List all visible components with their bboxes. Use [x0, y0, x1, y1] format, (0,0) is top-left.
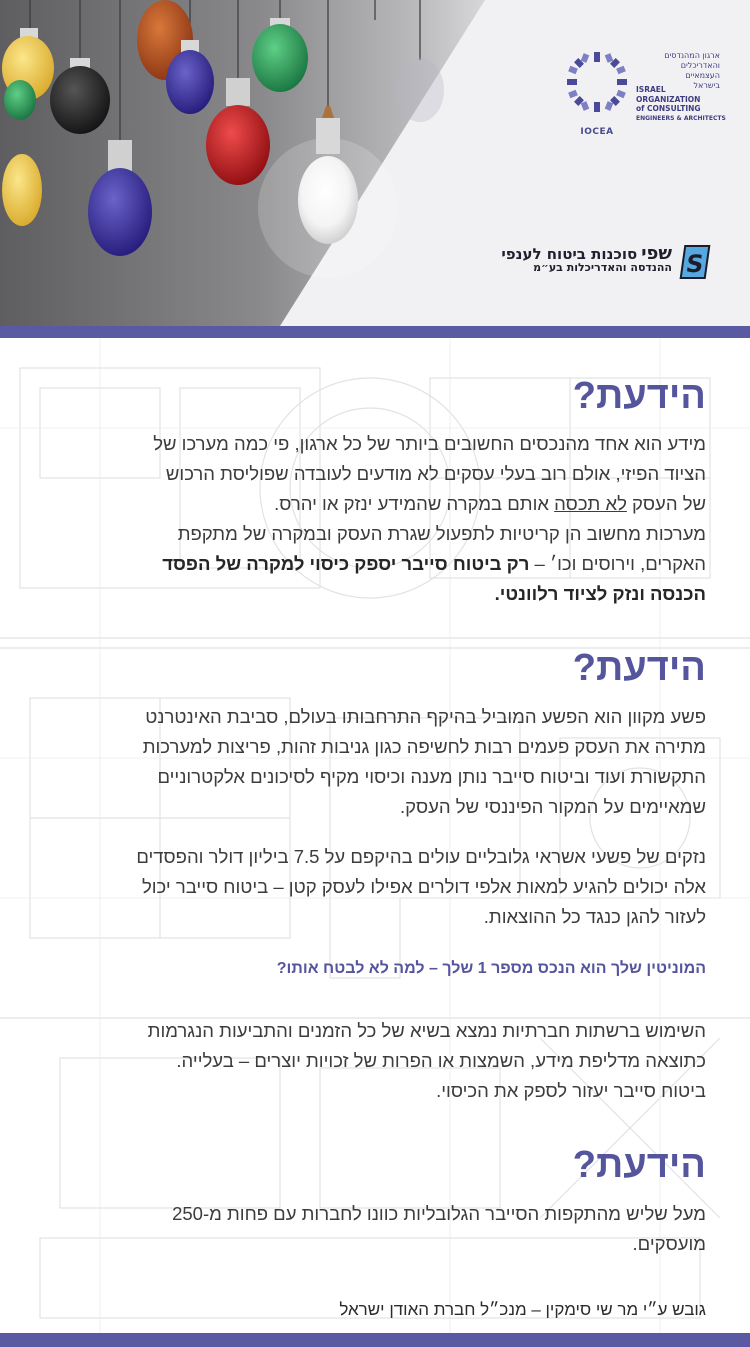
section-2-paragraph-3 [40, 1016, 706, 1106]
text-line: מידע הוא אחד מהנכסים החשובים ביותר של כל ארגון, פי כמה מערכו של [153, 433, 706, 454]
text-line: מעל שליש מהתקפות הסייבר הגלובליות כוונו לחברות עם פחות מ-250 [172, 1203, 706, 1224]
section-3-paragraph [40, 1199, 706, 1259]
text-fragment: האקרים, וירוסים וכו׳ – [529, 553, 706, 574]
green-bulb-left-icon [4, 80, 36, 120]
text-line: השימוש ברשתות חברתיות נמצא בשיא של כל הזמנים והתביעות הנגרמות [147, 1020, 706, 1041]
org-en-line: ENGINEERS & ARCHITECTS [636, 114, 726, 122]
reputation-subheading: המוניטין שלך הוא הנכס מספר 1 שלך – למה לא לבטח אותו? [276, 960, 706, 977]
text-line: נזקים של פשעי אשראי גלובליים עולים בהיקפם על 7.5 ביליון דולר והפסדים [136, 846, 706, 867]
bold-phrase: הכנסה ונזק לציוד רלוונטי. [494, 583, 706, 604]
glowing-white-bulb-icon [258, 106, 398, 278]
org-en-line: of CONSULTING [636, 104, 701, 113]
bold-phrase: רק ביטוח סייבר יספק כיסוי למקרה של הפסד [162, 553, 530, 574]
shapi-s-icon: S [680, 245, 711, 279]
large-blue-bulb-icon [88, 140, 152, 256]
text-line: מתירה את העסק פעמים רבות לחשיפה כגון גניבות זהות, פריצות למערכות [142, 736, 706, 757]
org-he-line: העצמאיים [685, 71, 720, 80]
agency-brand-rest: סוכנות ביטוח לענפי [501, 245, 638, 263]
text-line: שמאיימים על המקור הפיננסי של העסק. [399, 796, 706, 817]
iocea-ring-icon [565, 50, 629, 114]
text-line [40, 489, 706, 519]
org-en-line: ORGANIZATION [636, 94, 701, 104]
text-line: מערכות מחשוב הן קריטיות לתפעול שגרת העסק ובמקרה של מתקפת [177, 523, 706, 544]
section-3-heading: הידעת? [572, 1144, 706, 1186]
section-2-paragraph-2 [40, 842, 706, 932]
section-1-paragraph [40, 429, 706, 609]
lightbulbs-illustration [0, 0, 470, 326]
header-banner [0, 0, 750, 326]
org-he-line: והאדריכלים [680, 61, 720, 70]
section-2-paragraph-1 [40, 702, 706, 822]
text-line: כתוצאה מדליפת מידע, השמצות או הפרות של זכויות יוצרים – בעלייה. [176, 1050, 706, 1071]
faint-bulb-icon [396, 58, 444, 122]
green-bulb-icon [252, 18, 308, 92]
yellow-bulb-left-icon [2, 154, 42, 226]
agency-tagline: ההנדסה והאדריכלות בע״מ [533, 261, 672, 274]
org-he-line: ארגון המהנדסים [664, 51, 720, 60]
text-line: התקשורת ועוד וביטוח סייבר נותן מענה וכיסוי מקיף לסיכונים אלקטרוניים [157, 766, 706, 787]
text-line [40, 579, 706, 609]
section-1-heading: הידעת? [572, 375, 706, 417]
org-en-line: ISRAEL [636, 85, 666, 94]
shapi-insurance-logo [501, 243, 710, 285]
org-name-english [636, 85, 726, 123]
underlined-phrase: לא תכסה [554, 493, 627, 514]
footer-accent-band [0, 1333, 750, 1347]
text-line: ביטוח סייבר יעזור לספק את הכיסוי. [436, 1080, 706, 1101]
text-line: לעזור להגן כנגד כל ההוצאות. [483, 906, 706, 927]
text-line [40, 549, 706, 579]
red-bulb-icon [206, 78, 270, 185]
text-fragment: של העסק [626, 493, 706, 514]
section-2-heading: הידעת? [572, 647, 706, 689]
header-accent-band [0, 326, 750, 338]
iocea-acronym: IOCEA [580, 127, 614, 137]
text-fragment: אותם במקרה שהמידע ינזק או יהרס. [274, 493, 555, 514]
text-line: פשע מקוון הוא הפשע המוביל בהיקף התרחבותו בעולם, סביבת האינטרנט [145, 706, 706, 727]
black-bulb-icon [50, 58, 110, 134]
author-credit: גובש ע״י מר שי סימקין – מנכ״ל חברת האודן ישראל [339, 1300, 706, 1319]
iocea-logo [560, 45, 726, 137]
text-line: אלה יכולים להגיע למאות אלפי דולרים אפילו לעסק קטן – ביטוח סייבר יכול [141, 876, 706, 897]
text-line: מועסקים. [632, 1233, 706, 1254]
org-he-line: בישראל [693, 81, 720, 90]
text-line: הציוד הפיזי, אולם רוב בעלי עסקים לא מודעים לעובדה שפוליסת הרכוש [165, 463, 706, 484]
agency-brand-name: שפי [641, 243, 672, 264]
